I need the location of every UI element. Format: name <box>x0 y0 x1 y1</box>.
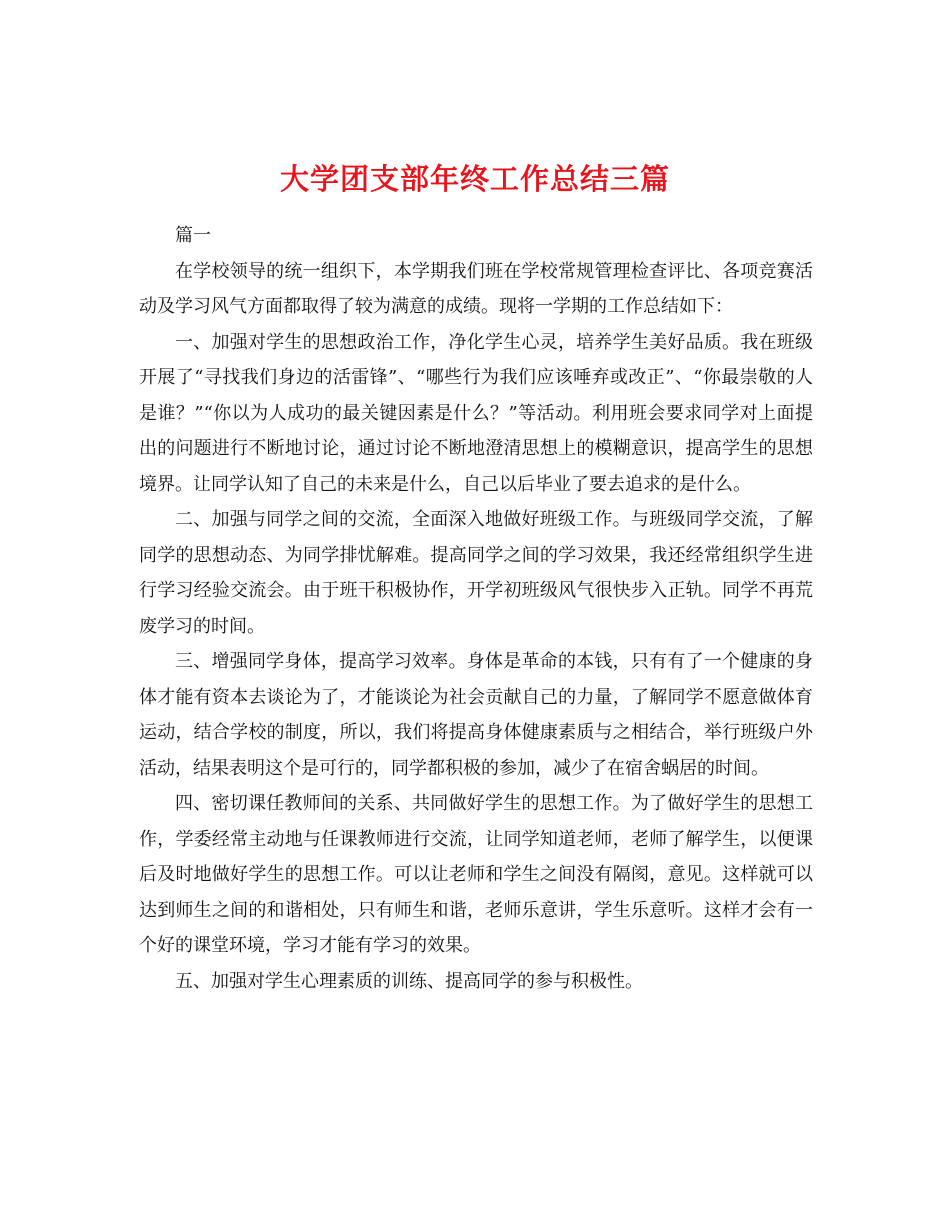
document-title: 大学团支部年终工作总结三篇 <box>279 162 670 197</box>
document-body <box>139 218 813 999</box>
section-label: 篇一 <box>175 225 211 246</box>
paragraph-item-5: 五、加强对学生心理素质的训练、提高同学的参与积极性。 <box>175 970 643 992</box>
paragraph-item-2: 二、加强与同学之间的交流，全面深入地做好班级工作。与班级同学交流，了解同学的思想动态、为同学排忧解难。提高同学之间的学习效果，我还经常组织学生进行学习经验交流会。由于班干积极协作，开学初班级风气很快步入正轨。同学不再荒废学习的时间。 <box>139 509 813 637</box>
paragraph-item-4: 四、密切课任教师间的关系、共同做好学生的思想工作。为了做好学生的思想工作，学委经常主动地与任课教师进行交流，让同学知道老师，老师了解学生，以便课后及时地做好学生的思想工作。可以让老师和学生之间没有隔阂，意见。这样就可以达到师生之间的和谐相处，只有师生和谐，老师乐意讲，学生乐意听。这样才会有一个好的课堂环境，学习才能有学习的效果。 <box>139 793 813 956</box>
paragraph-item-1: 一、加强对学生的思想政治工作，净化学生心灵，培养学生美好品质。我在班级开展了“寻找我们身边的活雷锋”、“哪些行为我们应该唾弃或改正”、“你最崇敬的人是谁？”“你以为人成功的最关键因素是什么？”等活动。利用班会要求同学对上面提出的问题进行不断地讨论，通过讨论不断地澄清思想上的模糊意识，提高学生的思想境界。让同学认知了自己的未来是什么，自己以后毕业了要去追求的是什么。 <box>139 331 813 495</box>
paragraph-item-3: 三、增强同学身体，提高学习效率。身体是革命的本钱，只有有了一个健康的身体才能有资本去谈论为了，才能谈论为社会贡献自己的力量，了解同学不愿意做体育运动，结合学校的制度，所以，我们将提高身体健康素质与之相结合，举行班级户外活动，结果表明这个是可行的，同学都积极的参加，减少了在宿舍蜗居的时间。 <box>139 651 813 779</box>
intro-paragraph: 在学校领导的统一组织下，本学期我们班在学校常规管理检查评比、各项竞赛活动及学习风气方面都取得了较为满意的成绩。现将一学期的工作总结如下： <box>139 260 813 317</box>
